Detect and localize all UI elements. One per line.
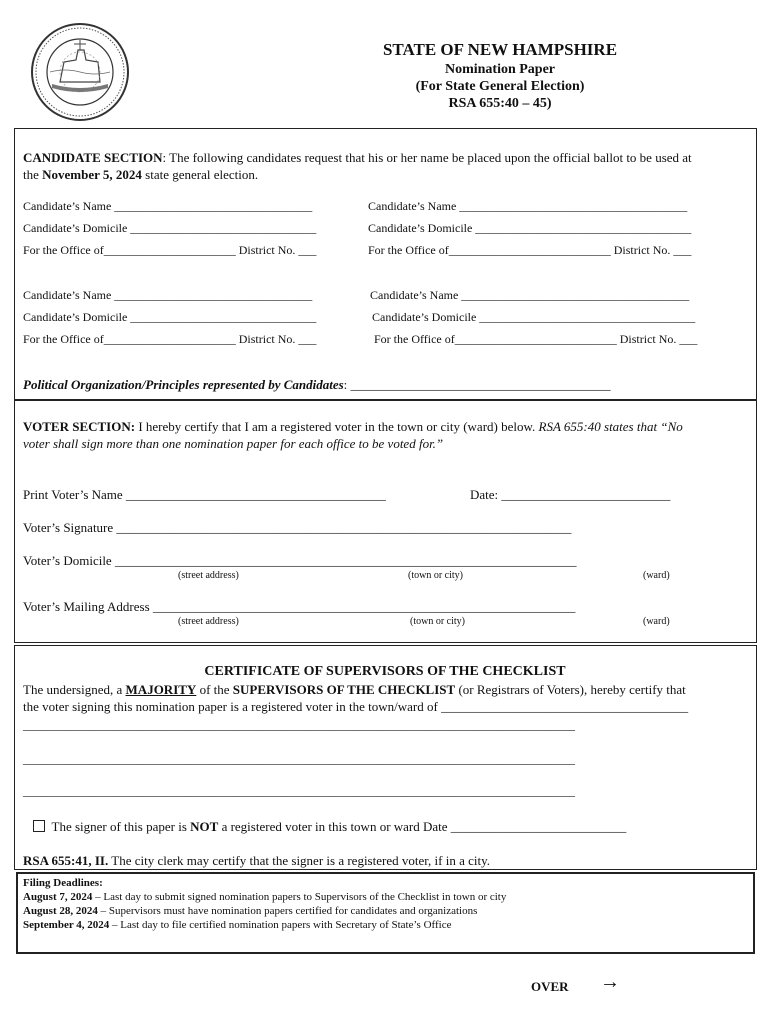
candidate-domicile-field-2[interactable]: Candidate’s Domicile ____________________________________ bbox=[368, 221, 692, 235]
supervisor-signature-line-1[interactable]: ____________________________________________________________________________________________ bbox=[23, 718, 575, 732]
candidate-name-field-3[interactable]: Candidate’s Name _________________________________ bbox=[23, 288, 313, 302]
arrow-right-icon: → bbox=[600, 971, 620, 993]
town-ward-field[interactable]: the voter signing this nomination paper is a registered voter in the town/ward of ______________________________________ bbox=[23, 699, 689, 714]
candidate-office-field-4[interactable]: For the Office of___________________________ District No. ___ bbox=[374, 332, 698, 346]
document-subtitle: (For State General Election) bbox=[415, 79, 585, 94]
candidate-intro: CANDIDATE SECTION: The following candidates request that his or her name be placed upon the official ballot to be used at bbox=[23, 150, 692, 165]
town-city-caption-2: (town or city) bbox=[410, 616, 465, 627]
political-organization-field[interactable]: Political Organization/Principles represented by Candidates: ________________________________________ bbox=[23, 377, 611, 392]
candidate-domicile-field-4[interactable]: Candidate’s Domicile ____________________________________ bbox=[372, 310, 696, 324]
signer-date-field[interactable]: a registered voter in this town or ward Date ___________________________ bbox=[218, 819, 627, 834]
street-address-caption-2: (street address) bbox=[178, 616, 239, 627]
street-address-caption: (street address) bbox=[178, 570, 239, 581]
certificate-title: CERTIFICATE OF SUPERVISORS OF THE CHECKLIST bbox=[204, 664, 566, 679]
print-voter-name-field[interactable]: Print Voter’s Name ________________________________________ bbox=[23, 487, 386, 502]
supervisor-signature-line-3[interactable]: ____________________________________________________________________________________________ bbox=[23, 784, 575, 798]
deadline-item: August 28, 2024 – Supervisors must have nomination papers certified for candidates and organizations bbox=[23, 905, 478, 917]
candidate-intro-line2: the November 5, 2024 state general election. bbox=[23, 167, 259, 182]
candidate-domicile-field-1[interactable]: Candidate’s Domicile _______________________________ bbox=[23, 221, 317, 235]
voter-domicile-field[interactable]: Voter’s Domicile _______________________________________________________________________ bbox=[23, 553, 577, 568]
candidate-office-field-3[interactable]: For the Office of______________________ District No. ___ bbox=[23, 332, 317, 346]
voter-rsa-quote: voter shall sign more than one nomination paper for each office to be voted for.” bbox=[23, 436, 444, 451]
deadline-item: August 7, 2024 – Last day to submit signed nomination papers to Supervisors of the Checklist in town or city bbox=[23, 891, 507, 903]
town-city-caption: (town or city) bbox=[408, 570, 463, 581]
candidate-name-field-2[interactable]: Candidate’s Name ______________________________________ bbox=[368, 199, 688, 213]
voter-mailing-address-field[interactable]: Voter’s Mailing Address _________________________________________________________________ bbox=[23, 599, 576, 614]
ward-caption-2: (ward) bbox=[643, 616, 670, 627]
candidate-office-field-2[interactable]: For the Office of___________________________ District No. ___ bbox=[368, 243, 692, 257]
candidate-office-field-1[interactable]: For the Office of______________________ District No. ___ bbox=[23, 243, 317, 257]
filing-deadlines-heading: Filing Deadlines: bbox=[23, 877, 103, 889]
candidate-domicile-field-3[interactable]: Candidate’s Domicile _______________________________ bbox=[23, 310, 317, 324]
over-label: OVER bbox=[531, 979, 569, 994]
document-title: Nomination Paper bbox=[444, 62, 556, 77]
candidate-name-field-1[interactable]: Candidate’s Name _________________________________ bbox=[23, 199, 313, 213]
voter-date-field[interactable]: Date: __________________________ bbox=[470, 487, 671, 502]
deadline-item: September 4, 2024 – Last day to file certified nomination papers with Secretary of State’s Office bbox=[23, 919, 452, 931]
state-title: STATE OF NEW HAMPSHIRE bbox=[382, 40, 618, 59]
city-clerk-note: RSA 655:41, II. The city clerk may certify that the signer is a registered voter, if in a city. bbox=[23, 853, 491, 868]
ward-caption: (ward) bbox=[643, 570, 670, 581]
certificate-statement: The undersigned, a MAJORITY of the SUPERVISORS OF THE CHECKLIST (or Registrars of Voters), hereby certify that bbox=[23, 682, 686, 697]
election-date: November 5, 2024 bbox=[42, 167, 142, 182]
state-seal-logo bbox=[30, 22, 130, 122]
not-registered-row: The signer of this paper is NOT a registered voter in this town or ward Date ___________________________ bbox=[33, 819, 626, 835]
candidate-name-field-4[interactable]: Candidate’s Name ______________________________________ bbox=[370, 288, 690, 302]
rsa-reference: RSA 655:40 – 45) bbox=[448, 96, 552, 111]
voter-certification-text: VOTER SECTION: I hereby certify that I am a registered voter in the town or city (ward) below. RSA 655:40 states that “No bbox=[23, 419, 683, 434]
supervisor-signature-line-2[interactable]: ____________________________________________________________________________________________ bbox=[23, 752, 575, 766]
voter-signature-field[interactable]: Voter’s Signature ______________________________________________________________________ bbox=[23, 520, 572, 535]
not-registered-checkbox[interactable] bbox=[33, 820, 45, 832]
